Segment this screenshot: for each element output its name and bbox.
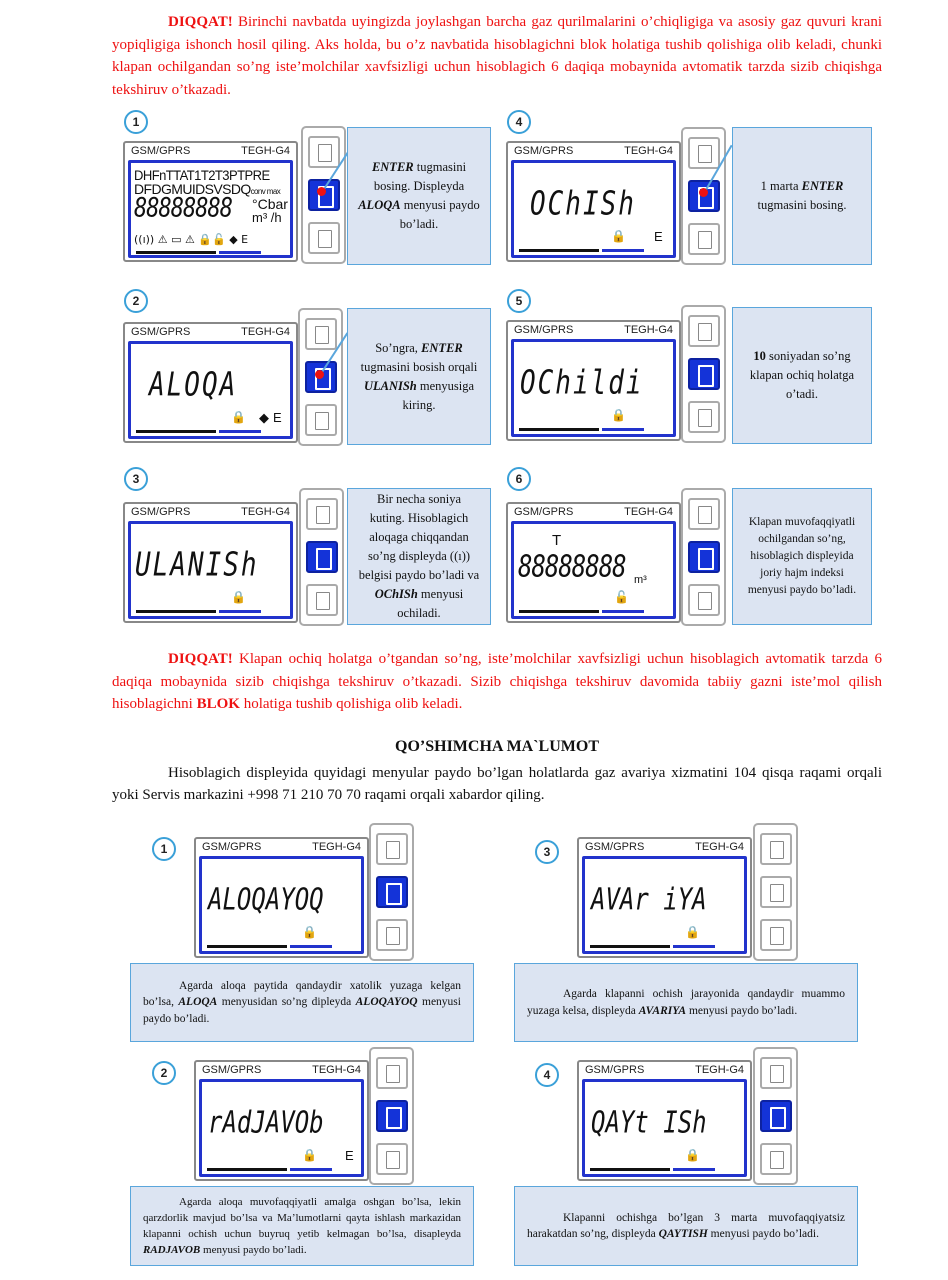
caption-bold: 10 xyxy=(753,349,766,363)
meter-model: TEGH-G4 xyxy=(241,145,290,157)
key-top[interactable] xyxy=(376,1057,408,1089)
lcd-volume-digits: 88888888 xyxy=(518,549,626,584)
caption-text: Klapan muvofaqqiyatli ochilgandan so’ng, hisoblagich displeyida joriy hajm indeksi menyusi paydo bo’ladi. xyxy=(747,516,857,596)
lcd-screen xyxy=(128,160,293,258)
meter-brand: GSM/GPRS xyxy=(514,324,574,336)
keypad xyxy=(753,823,798,961)
caption-bold-2: ALOQA xyxy=(358,198,401,212)
step-caption xyxy=(732,488,872,625)
step-caption xyxy=(732,127,872,265)
lcd-bar-black xyxy=(519,249,599,252)
keypad xyxy=(681,305,726,443)
meter-model: TEGH-G4 xyxy=(312,841,361,853)
key-top[interactable] xyxy=(305,318,337,350)
caption-text: 1 marta xyxy=(760,179,802,193)
keypad xyxy=(369,1047,414,1185)
key-bottom[interactable] xyxy=(688,223,720,255)
warning-middle xyxy=(112,648,882,716)
lcd-bar-blue xyxy=(290,1168,332,1171)
meter-model: TEGH-G4 xyxy=(241,506,290,518)
lcd-bar-black xyxy=(136,430,216,433)
press-indicator xyxy=(315,370,324,379)
key-bottom[interactable] xyxy=(688,584,720,616)
warning-text: Klapan ochiq holatga o’tgandan so’ng, iste’molchilar xavfsizligi uchun hisoblagich avtomatik tarzda 6 daqiqa mobaynida sizib chiqishga tekshiruv o’tkazadi. Sizib chiqishga tekshiruv davomida tabiiy gazni iste’mol qilish hisoblagichni xyxy=(112,651,882,712)
keypad xyxy=(299,488,344,626)
lcd-bar-blue xyxy=(602,249,644,252)
lcd-menu-text: ALOQA xyxy=(149,366,238,404)
lcd-bar-blue xyxy=(219,430,261,433)
caption-bold: ENTER xyxy=(801,179,844,193)
lock-icon: 🔒 xyxy=(231,410,246,424)
lcd-screen xyxy=(582,856,747,954)
step-number: 4 xyxy=(507,110,531,134)
lcd-row-1: DHFnTTAT1T2T3PTPRE xyxy=(134,167,270,183)
meter-brand: GSM/GPRS xyxy=(585,841,645,853)
lcd-row-3 xyxy=(134,193,288,225)
caption-text-3: menyusiga kiring. xyxy=(402,378,475,412)
caption-text-2: tugmasini bosing. xyxy=(757,198,847,212)
meter-model: TEGH-G4 xyxy=(695,841,744,853)
item-number: 1 xyxy=(152,837,176,861)
lcd-t-indicator: T xyxy=(552,532,562,549)
caption-bold: AVARIYA xyxy=(638,1004,687,1017)
key-bottom[interactable] xyxy=(305,404,337,436)
lcd-bar-black xyxy=(590,1168,670,1171)
key-bottom[interactable] xyxy=(760,1143,792,1175)
lcd-menu-text: OChildi xyxy=(520,364,644,402)
lcd-bar-black xyxy=(519,428,599,431)
caption-text: soniyadan so’ng klapan ochiq holatga o’tadi. xyxy=(749,349,855,401)
meter-model: TEGH-G4 xyxy=(241,326,290,338)
step-number: 2 xyxy=(124,289,148,313)
meter-display xyxy=(194,1060,369,1181)
lcd-screen xyxy=(582,1079,747,1177)
caption-text-3: menyusi paydo bo’ladi. xyxy=(143,996,461,1025)
meter-brand: GSM/GPRS xyxy=(202,841,262,853)
lock-icon: 🔒 xyxy=(685,1148,700,1162)
lock-icon: 🔒 xyxy=(231,590,246,604)
lcd-symbols-row: ((ı)) ⚠ ▭ ⚠ 🔒🔓 ◆ E xyxy=(134,233,249,246)
lcd-screen xyxy=(128,521,293,619)
caption-text-2: menyusi paydo bo’ladi. xyxy=(200,1244,307,1256)
keypad xyxy=(369,823,414,961)
key-top[interactable] xyxy=(688,315,720,347)
meter-brand: GSM/GPRS xyxy=(131,326,191,338)
caption-text: Agarda aloqa paytida qandaydir xatolik yuzaga kelgan bo’lsa, xyxy=(143,979,461,1009)
key-bottom[interactable] xyxy=(308,222,340,254)
caption-text: Agarda klapanni ochish jarayonida qandaydir muammo yuzaga kelsa, displeyda xyxy=(527,988,845,1017)
caption-text: So’ngra, xyxy=(375,340,422,355)
lcd-row-2-small: conv max xyxy=(250,187,281,196)
key-top[interactable] xyxy=(688,498,720,530)
lcd-screen xyxy=(199,1079,364,1177)
item-number: 3 xyxy=(535,840,559,864)
lcd-menu-text: AVAr iYA xyxy=(591,882,707,917)
lcd-screen xyxy=(511,160,676,258)
key-enter[interactable] xyxy=(760,1100,792,1132)
meter-model: TEGH-G4 xyxy=(624,145,673,157)
meter-model: TEGH-G4 xyxy=(312,1064,361,1076)
item-number: 2 xyxy=(152,1061,176,1085)
key-bottom[interactable] xyxy=(760,919,792,951)
lcd-menu-text: rAdJAVOb xyxy=(208,1105,324,1140)
caption-bold: OChISh xyxy=(374,587,418,601)
meter-model: TEGH-G4 xyxy=(624,324,673,336)
key-enter[interactable] xyxy=(306,541,338,573)
lcd-bar-blue xyxy=(290,945,332,948)
caption-text: Bir necha soniya kuting. Hisoblagich aloqaga chiqqandan so’ng displeyda ((ı)) belgisi paydo bo’ladi va xyxy=(358,492,480,582)
lcd-e-indicator: E xyxy=(273,410,282,425)
press-indicator xyxy=(699,188,708,197)
lcd-screen xyxy=(511,339,676,437)
key-enter[interactable] xyxy=(688,541,720,573)
lcd-screen xyxy=(199,856,364,954)
lcd-bar-black xyxy=(207,945,287,948)
lcd-digits: 88888888 xyxy=(134,193,232,224)
lock-icon: 🔒 xyxy=(302,925,317,939)
step-number: 6 xyxy=(507,467,531,491)
caption-bold: ENTER xyxy=(371,160,414,174)
unlock-icon: 🔓 xyxy=(614,590,629,604)
keypad xyxy=(753,1047,798,1185)
meter-display xyxy=(506,320,681,441)
meter-brand: GSM/GPRS xyxy=(131,145,191,157)
meter-model: TEGH-G4 xyxy=(695,1064,744,1076)
caption-bold: ENTER xyxy=(421,340,463,355)
key-enter[interactable] xyxy=(376,876,408,908)
caption-text: tugmasini bosing. Displeyda xyxy=(373,160,467,193)
key-enter[interactable] xyxy=(376,1100,408,1132)
key-top[interactable] xyxy=(308,136,340,168)
meter-display xyxy=(506,502,681,623)
warning-lead: DIQQAT! xyxy=(168,14,233,30)
caption-text: Klapanni ochishga bo’lgan 3 marta muvofaqqiyatsiz harakatdan so’ng, displeyda xyxy=(527,1211,845,1240)
caption-text-2: menyusi paydo bo’ladi. xyxy=(399,198,480,231)
lcd-bar-blue xyxy=(673,1168,715,1171)
key-enter[interactable] xyxy=(760,876,792,908)
meter-display xyxy=(194,837,369,958)
lcd-menu-text: ULANISh xyxy=(135,546,259,584)
lock-icon: 🔒 xyxy=(302,1148,317,1162)
item-caption xyxy=(514,963,858,1042)
lock-icon: 🔒 xyxy=(685,925,700,939)
lcd-bar-blue xyxy=(602,610,644,613)
warning-text-2: holatiga tushib qolishiga olib keladi. xyxy=(239,696,463,712)
section-heading: QO’SHIMCHA MA`LUMOT xyxy=(395,738,599,755)
warning-text: Birinchi navbatda uyingizda joylashgan barcha gaz qurilmalarini o’chiqligiga va asosiy gaz quvuri krani yopiqligiga ishonch hosil qiling. Aks holda, bu o’z navbatida hisoblagichni blok holatiga tushib qolishiga olib keladi, chunki klapan ochilgandan so’ng iste’molchilar xavfsizligi uchun hisoblagich 6 daqiqa mobaynida avtomatik tarzda sizib chiqishga tekshiruv o’tkazadi. xyxy=(112,14,882,98)
lcd-bar-blue xyxy=(219,251,261,254)
item-caption xyxy=(514,1186,858,1266)
key-bottom[interactable] xyxy=(688,401,720,433)
meter-model: TEGH-G4 xyxy=(624,506,673,518)
lcd-bar-black xyxy=(590,945,670,948)
lcd-bar-black xyxy=(207,1168,287,1171)
meter-brand: GSM/GPRS xyxy=(202,1064,262,1076)
warning-bold: BLOK xyxy=(196,696,240,712)
lcd-menu-text: OChISh xyxy=(530,185,636,223)
caption-text-2: menyusi paydo bo’ladi. xyxy=(686,1004,798,1017)
meter-display xyxy=(577,837,752,958)
meter-display xyxy=(577,1060,752,1181)
lock-icon: 🔒 xyxy=(611,408,626,422)
caption-bold-2: ULANISh xyxy=(363,378,417,393)
caption-text-2: menyusidan so’ng dipleyda xyxy=(217,996,356,1009)
lcd-row-2-text: DFDGMUIDSVSDQ xyxy=(134,181,251,197)
caption-text-2: tugmasini bosish orqali xyxy=(360,359,478,374)
key-top[interactable] xyxy=(760,1057,792,1089)
caption-text-2: menyusi ochiladi. xyxy=(397,587,464,620)
item-caption xyxy=(130,1186,474,1266)
key-bottom[interactable] xyxy=(306,584,338,616)
lcd-unit: m³ xyxy=(634,574,647,586)
keypad xyxy=(681,488,726,626)
lcd-unit-2: m³ /h xyxy=(252,210,282,225)
meter-brand: GSM/GPRS xyxy=(514,506,574,518)
key-enter[interactable] xyxy=(688,358,720,390)
lcd-bar-black xyxy=(136,610,216,613)
caption-bold: ALOQA xyxy=(178,996,218,1009)
caption-text-2: menyusi paydo bo’ladi. xyxy=(707,1228,819,1240)
step-caption xyxy=(347,127,491,265)
warning-lead: DIQQAT! xyxy=(168,651,233,667)
key-top[interactable] xyxy=(760,833,792,865)
step-caption xyxy=(347,488,491,625)
caption-bold-2: ALOQAYOQ xyxy=(355,996,418,1009)
lock-icon: 🔒 xyxy=(611,229,626,243)
lcd-unit-1: °Cbar xyxy=(252,196,288,212)
key-top[interactable] xyxy=(306,498,338,530)
meter-display xyxy=(123,322,298,443)
lcd-e-indicator: E xyxy=(654,229,663,244)
caption-bold: RADJAVOB xyxy=(143,1244,201,1256)
lcd-bar-blue xyxy=(673,945,715,948)
meter-display xyxy=(123,502,298,623)
step-number: 1 xyxy=(124,110,148,134)
lcd-bar-blue xyxy=(602,428,644,431)
lcd-screen xyxy=(128,341,293,439)
meter-brand: GSM/GPRS xyxy=(131,506,191,518)
step-number: 5 xyxy=(507,289,531,313)
lcd-screen xyxy=(511,521,676,619)
lcd-bar-black xyxy=(519,610,599,613)
press-indicator xyxy=(317,187,326,196)
caption-bold: QAYTISH xyxy=(658,1228,708,1240)
key-top[interactable] xyxy=(688,137,720,169)
key-top[interactable] xyxy=(376,833,408,865)
key-bottom[interactable] xyxy=(376,1143,408,1175)
warning-top xyxy=(112,11,882,101)
lcd-e-indicator: E xyxy=(345,1148,354,1163)
key-bottom[interactable] xyxy=(376,919,408,951)
meter-brand: GSM/GPRS xyxy=(514,145,574,157)
lcd-bar-black xyxy=(136,251,216,254)
meter-brand: GSM/GPRS xyxy=(585,1064,645,1076)
section-body: Hisoblagich displeyida quyidagi menyular paydo bo’lgan holatlarda gaz avariya xizmatini 104 qisqa raqami orqali yoki Servis markazini +998 71 210 70 70 raqami orqali xabardor qiling. xyxy=(112,765,882,803)
lcd-menu-text: ALOQAYOQ xyxy=(208,882,324,917)
item-number: 4 xyxy=(535,1063,559,1087)
caption-text: Agarda aloqa muvofaqqiyatli amalga oshgan bo’lsa, lekin qarzdorlik mavjud bo’lsa va Ma’lumotlarni qayta ishlash markazidan klapanni ochish uchun buyruq yetib kelmagan bo’lsa, disapleyda xyxy=(143,1196,461,1240)
meter-display xyxy=(506,141,681,262)
lcd-bar-blue xyxy=(219,610,261,613)
lcd-menu-text: QAYt ISh xyxy=(591,1105,707,1140)
arrows-icon: ◆ xyxy=(259,410,269,425)
step-number: 3 xyxy=(124,467,148,491)
step-caption xyxy=(347,308,491,445)
item-caption xyxy=(130,963,474,1042)
meter-display xyxy=(123,141,298,262)
step-caption xyxy=(732,307,872,444)
